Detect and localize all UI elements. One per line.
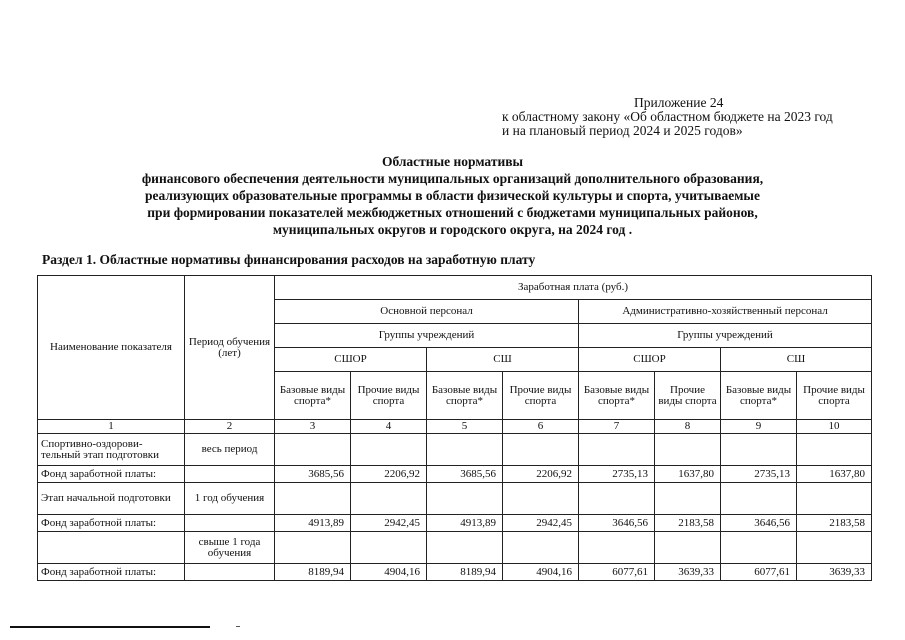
salary-value-cell: 3646,56: [721, 515, 797, 532]
header-ssh-main: СШ: [427, 348, 579, 372]
salary-value-cell: 2206,92: [503, 466, 579, 483]
footnote-separator: [10, 626, 210, 628]
salary-value-cell: [503, 483, 579, 515]
table-body: [38, 434, 872, 581]
footnote-mark: [236, 626, 240, 627]
title-line-1: Областные нормативы: [381, 154, 524, 169]
salary-value-cell: 3639,33: [797, 564, 872, 581]
salary-value-cell: 3639,33: [655, 564, 721, 581]
col-number: 7: [579, 420, 655, 434]
salary-value-cell: 2735,13: [579, 466, 655, 483]
salary-value-cell: 8189,94: [275, 564, 351, 581]
salary-value-cell: [275, 434, 351, 466]
row-period: свыше 1 года обучения: [185, 532, 275, 564]
salary-value-cell: [275, 532, 351, 564]
salary-value-cell: [655, 532, 721, 564]
salary-value-cell: 3685,56: [427, 466, 503, 483]
column-number-row: [38, 420, 872, 434]
appendix-number: Приложение 24: [634, 95, 724, 110]
salary-value-cell: [503, 434, 579, 466]
salary-value-cell: 1637,80: [797, 466, 872, 483]
salary-value-cell: [797, 532, 872, 564]
header-other-sports: Прочие виды спорта: [655, 372, 721, 420]
col-number: 6: [503, 420, 579, 434]
salary-value-cell: [655, 483, 721, 515]
col-number: 1: [38, 420, 185, 434]
salary-value-cell: [427, 483, 503, 515]
row-indicator-name: Этап начальной подготовки: [38, 483, 185, 515]
salary-value-cell: 6077,61: [579, 564, 655, 581]
header-admin-staff: Административно-хозяйственный персонал: [579, 300, 872, 324]
header-groups-admin: Группы учреждений: [579, 324, 872, 348]
header-other-sports: Прочие виды спорта: [351, 372, 427, 420]
appendix-header: [502, 96, 833, 138]
col-number: 9: [721, 420, 797, 434]
row-period: весь период: [185, 434, 275, 466]
header-other-sports: Прочие виды спорта: [797, 372, 872, 420]
row-indicator-name: [38, 532, 185, 564]
row-indicator-name: Фонд заработной платы:: [38, 515, 185, 532]
salary-value-cell: [351, 532, 427, 564]
header-groups-main: Группы учреждений: [275, 324, 579, 348]
salary-value-cell: [275, 483, 351, 515]
header-main-staff: Основной персонал: [275, 300, 579, 324]
salary-value-cell: 8189,94: [427, 564, 503, 581]
salary-value-cell: 2183,58: [797, 515, 872, 532]
appendix-period: и на плановый период 2024 и 2025 годов»: [502, 123, 743, 138]
header-salary: Заработная плата (руб.): [275, 276, 872, 300]
salary-value-cell: [427, 532, 503, 564]
header-base-sports: Базовые виды спорта*: [275, 372, 351, 420]
col-number: 5: [427, 420, 503, 434]
salary-value-cell: 1637,80: [655, 466, 721, 483]
header-sshor-admin: СШОР: [579, 348, 721, 372]
salary-value-cell: [427, 434, 503, 466]
header-base-sports: Базовые виды спорта*: [579, 372, 655, 420]
table-row: [38, 515, 872, 532]
salary-value-cell: 4913,89: [275, 515, 351, 532]
row-period: [185, 515, 275, 532]
salary-value-cell: [721, 434, 797, 466]
table-row: [38, 532, 872, 564]
salary-value-cell: 2183,58: [655, 515, 721, 532]
col-number: 2: [185, 420, 275, 434]
section-title: Раздел 1. Областные нормативы финансирования расходов на заработную плату: [42, 252, 536, 267]
salary-value-cell: [579, 434, 655, 466]
title-line-2: финансового обеспечения деятельности муниципальных организаций дополнительного образования,: [141, 171, 764, 186]
salary-value-cell: [503, 532, 579, 564]
header-ssh-admin: СШ: [721, 348, 872, 372]
col-number: 10: [797, 420, 872, 434]
header-sshor-main: СШОР: [275, 348, 427, 372]
col-number: 3: [275, 420, 351, 434]
header-period: Период обучения (лет): [185, 276, 275, 420]
salary-value-cell: 4913,89: [427, 515, 503, 532]
salary-value-cell: [721, 483, 797, 515]
salary-value-cell: 6077,61: [721, 564, 797, 581]
title-line-4: при формировании показателей межбюджетных отношений с бюджетами муниципальных районов,: [147, 205, 758, 220]
salary-value-cell: [721, 532, 797, 564]
salary-value-cell: [351, 483, 427, 515]
appendix-law-reference: к областному закону «Об областном бюджете на 2023 год: [502, 109, 833, 124]
col-number: 4: [351, 420, 427, 434]
table-row: [38, 466, 872, 483]
salary-value-cell: 4904,16: [503, 564, 579, 581]
salary-value-cell: [579, 483, 655, 515]
salary-value-cell: 2942,45: [351, 515, 427, 532]
col-number: 8: [655, 420, 721, 434]
row-period: [185, 564, 275, 581]
header-other-sports: Прочие виды спорта: [503, 372, 579, 420]
salary-value-cell: [579, 532, 655, 564]
salary-value-cell: [655, 434, 721, 466]
table-row: [38, 483, 872, 515]
row-period: [185, 466, 275, 483]
row-indicator-name: Фонд заработной платы:: [38, 466, 185, 483]
salary-value-cell: 2942,45: [503, 515, 579, 532]
salary-value-cell: 2735,13: [721, 466, 797, 483]
norms-table: [37, 275, 872, 581]
document-title: [0, 153, 905, 238]
salary-value-cell: 2206,92: [351, 466, 427, 483]
salary-value-cell: [797, 483, 872, 515]
header-base-sports: Базовые виды спорта*: [721, 372, 797, 420]
header-name: Наименование показателя: [38, 276, 185, 420]
row-indicator-name: Спортивно-оздорови-тельный этап подготовки: [38, 434, 185, 466]
salary-value-cell: [351, 434, 427, 466]
row-period: 1 год обучения: [185, 483, 275, 515]
salary-value-cell: [797, 434, 872, 466]
salary-value-cell: 4904,16: [351, 564, 427, 581]
salary-value-cell: 3685,56: [275, 466, 351, 483]
salary-value-cell: 3646,56: [579, 515, 655, 532]
title-line-5: муниципальных округов и городского округа, на 2024 год .: [272, 222, 633, 237]
title-line-3: реализующих образовательные программы в области физической культуры и спорта, учитываемые: [145, 188, 760, 203]
header-base-sports: Базовые виды спорта*: [427, 372, 503, 420]
table-row: [38, 564, 872, 581]
row-indicator-name: Фонд заработной платы:: [38, 564, 185, 581]
table-row: [38, 434, 872, 466]
